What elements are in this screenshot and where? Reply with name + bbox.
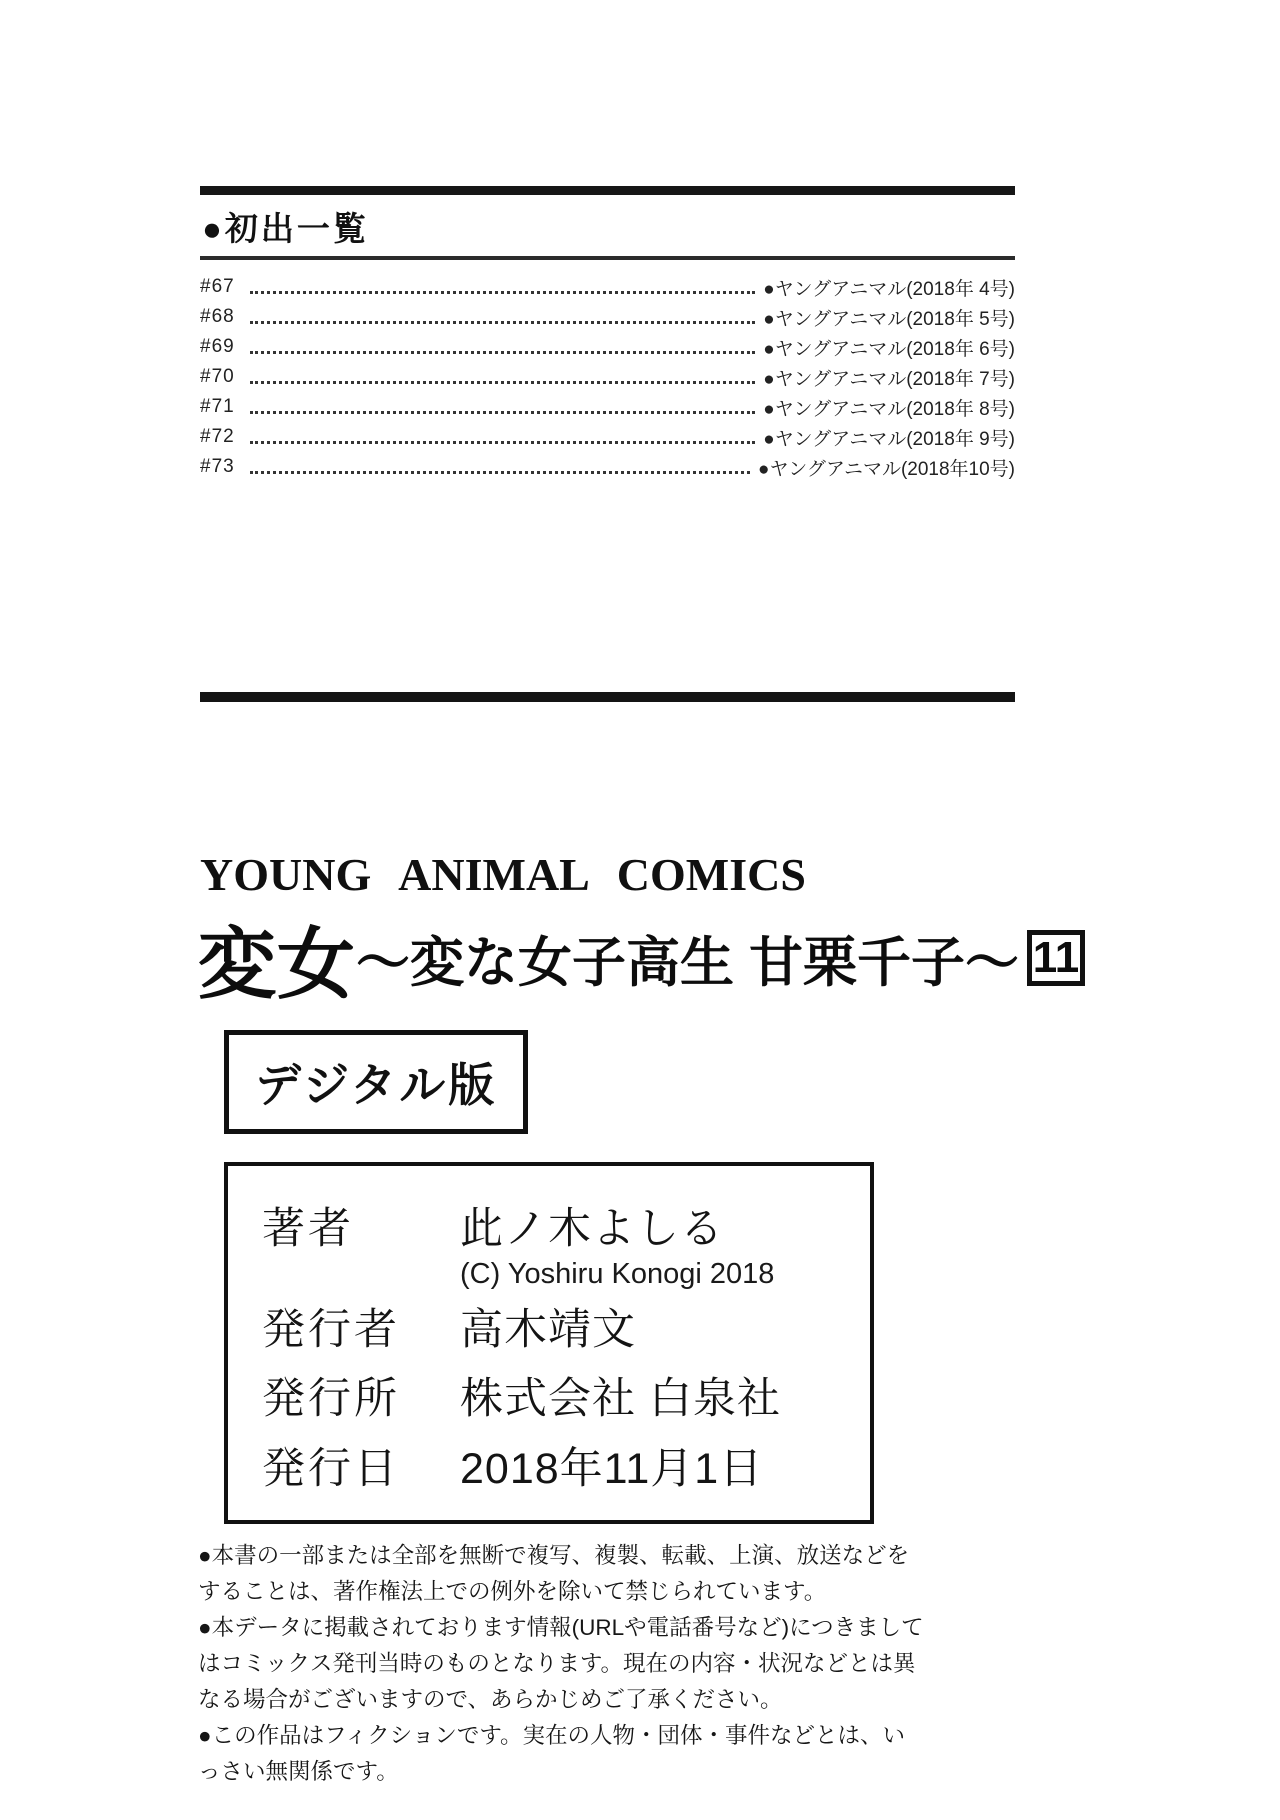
publish-date-row xyxy=(262,1444,860,1496)
magazine-issue: ●ヤングアニマル(2018年 4号) xyxy=(763,278,1015,300)
notice-fiction-disclaimer: ●この作品はフィクションです。実在の人物・団体・事件などとは、いっさい無関係です。 xyxy=(198,1723,906,1784)
publication-row xyxy=(200,452,1015,482)
author-row xyxy=(262,1204,860,1256)
chapter-number: #73 xyxy=(200,456,235,477)
publisher-person-value: 高木靖文 xyxy=(460,1305,636,1354)
series-brand: YOUNG ANIMAL COMICS xyxy=(200,849,806,900)
chapter-number: #70 xyxy=(200,366,235,387)
volume-number-box: 11 xyxy=(1027,930,1085,986)
first-publication-section xyxy=(200,186,1015,482)
book-title xyxy=(198,902,1080,1014)
author-label: 著者 xyxy=(262,1205,354,1253)
publication-row xyxy=(200,332,1015,362)
magazine-issue: ●ヤングアニマル(2018年 8号) xyxy=(763,398,1015,420)
dotted-leader xyxy=(250,371,755,384)
dotted-leader xyxy=(250,461,750,474)
legal-notices xyxy=(198,1538,924,1790)
dotted-leader xyxy=(250,401,755,414)
magazine-issue: ●ヤングアニマル(2018年 6号) xyxy=(763,338,1015,360)
notice-data-accuracy: ●本データに掲載されております情報(URLや電話番号など)につきましてはコミックス発刊当時のものとなります。現在の内容・状況などとは異なる場合がございますので、あらかじめご了承ください。 xyxy=(198,1615,924,1712)
publisher-company-value: 株式会社 白泉社 xyxy=(460,1375,781,1424)
publisher-person-row xyxy=(262,1305,860,1357)
dotted-leader xyxy=(250,341,755,354)
title-subtitle: 〜変な女子高生 甘栗千子〜 xyxy=(356,932,1020,993)
publication-row xyxy=(200,362,1015,392)
section-top-rule xyxy=(200,186,1015,195)
copyright-line: (C) Yoshiru Konogi 2018 xyxy=(460,1257,775,1290)
chapter-number: #68 xyxy=(200,306,235,327)
magazine-issue: ●ヤングアニマル(2018年 7号) xyxy=(763,368,1015,390)
notice-reproduction: ●本書の一部または全部を無断で複写、複製、転載、上演、放送などをすることは、著作権法上での例外を除いて禁じられています。 xyxy=(198,1543,910,1604)
magazine-issue: ●ヤングアニマル(2018年10号) xyxy=(757,458,1015,480)
chapter-number: #72 xyxy=(200,426,235,447)
publisher-person-label: 発行者 xyxy=(262,1305,400,1354)
publication-list xyxy=(200,272,1015,482)
first-publication-heading: ●初出一覧 xyxy=(202,210,369,247)
horizontal-divider-rule xyxy=(200,692,1015,702)
publish-date-label: 発行日 xyxy=(262,1444,400,1493)
publisher-company-label: 発行所 xyxy=(262,1375,400,1424)
title-main: 変女 xyxy=(198,920,357,1008)
publication-row xyxy=(200,302,1015,332)
dotted-leader xyxy=(250,281,755,294)
publisher-company-row xyxy=(262,1374,860,1426)
publication-row xyxy=(200,272,1015,302)
dotted-leader xyxy=(250,311,755,324)
magazine-issue: ●ヤングアニマル(2018年 5号) xyxy=(763,308,1015,330)
chapter-number: #69 xyxy=(200,336,235,357)
chapter-number: #71 xyxy=(200,396,235,417)
publication-row xyxy=(200,422,1015,452)
dotted-leader xyxy=(250,431,755,444)
digital-edition-badge: デジタル版 xyxy=(224,1030,528,1134)
chapter-number: #67 xyxy=(200,276,235,297)
publish-date-value: 2018年11月1日 xyxy=(460,1444,764,1493)
publication-info-box xyxy=(224,1162,874,1524)
section-bottom-rule xyxy=(200,256,1015,260)
author-value: 此ノ木よしる xyxy=(460,1205,724,1253)
publication-row xyxy=(200,392,1015,422)
magazine-issue: ●ヤングアニマル(2018年 9号) xyxy=(763,428,1015,450)
